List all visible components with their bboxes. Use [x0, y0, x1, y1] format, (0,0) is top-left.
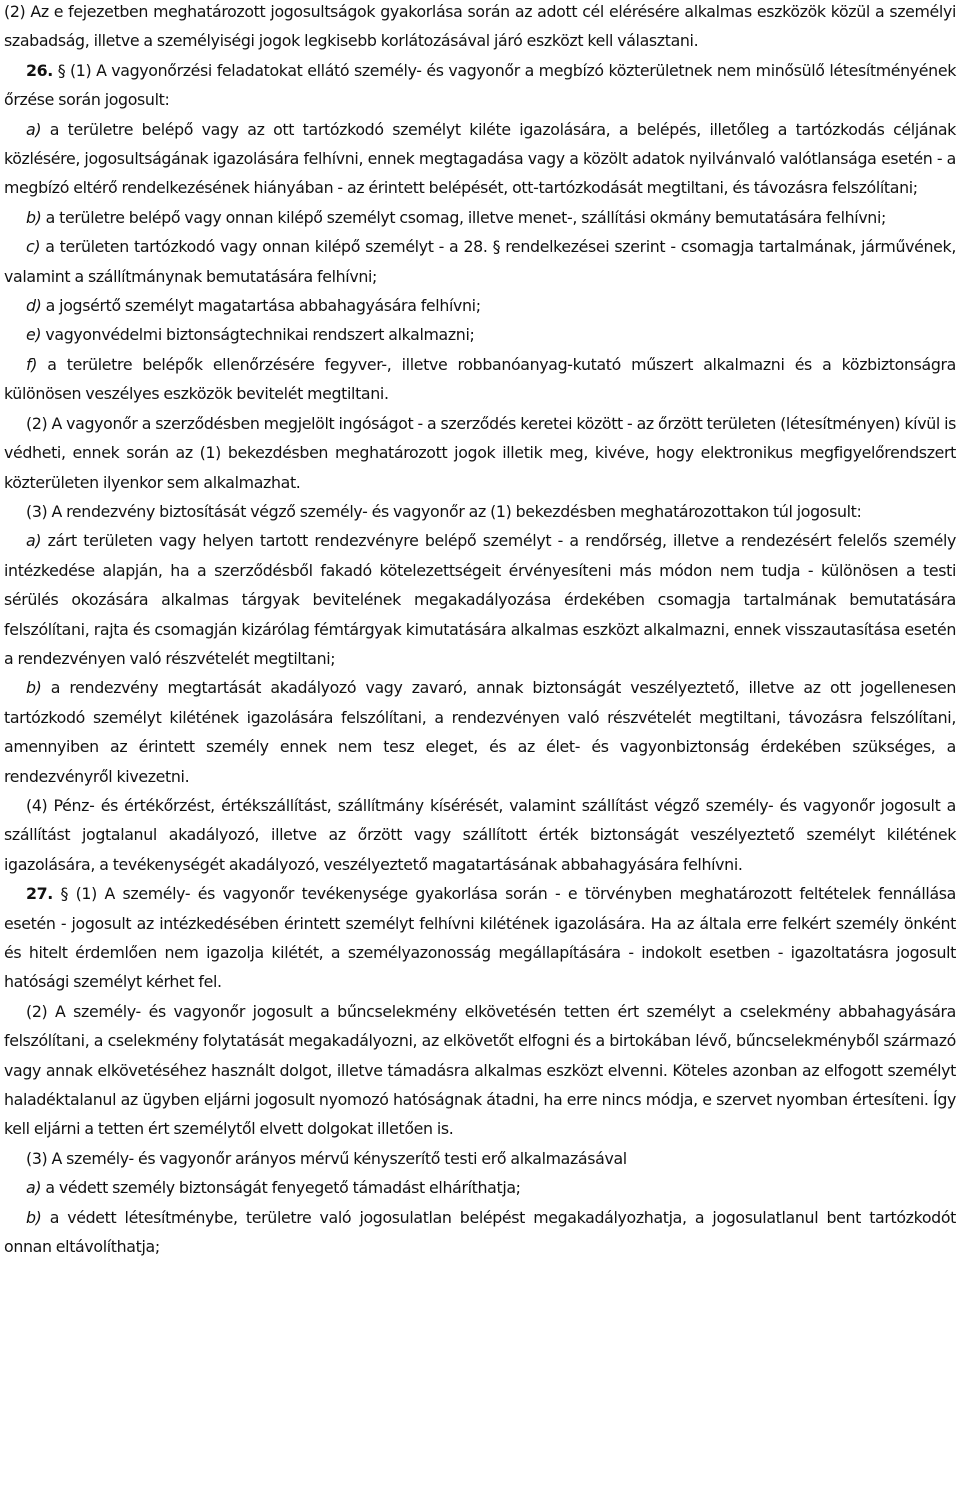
item-marker: b)	[26, 207, 42, 227]
item-text: a rendezvény megtartását akadályozó vagy zavaró, annak biztonságát veszélyeztető, illetve az ott jogellenesen tartózkodó személyt kilétének igazolására felszólítani, a rendezvényen való részvételét megtiltani, távozásra felszólítani, amennyiben az érintett személy ennek nem tesz eleget, és az élet- és vagyonbiztonság érdekében szükséges, a rendezvényről kivezetni.	[4, 678, 956, 786]
item-marker: d)	[26, 296, 42, 316]
section-27-paragraph-2	[4, 997, 956, 1144]
item-marker: e)	[26, 325, 42, 345]
section-26-paragraph-1	[4, 56, 956, 115]
paragraph-text: (2) A személy- és vagyonőr jogosult a bűncselekmény elkövetésén tetten ért személyt a cselekmény abbahagyására felszólítani, a cselekmény folytatását megakadályozni, az elkövetőt elfogni és a birtokában lévő, bűncselekményből származó vagy annak elkövetéséhez használt dolgot, illetve támadásra alkalmas eszközt elvenni. Köteles azonban az elfogott személyt haladéktalanul az ügyben eljárni jogosult nyomozó hatóságnak átadni, ha erre nincs módja, e szervet nyomban értesíteni. Így kell eljárni a tetten ért személytől elvett dolgokat illetően is.	[4, 1001, 956, 1139]
item-marker: f)	[26, 354, 38, 374]
list-item-f	[4, 350, 956, 409]
paragraph-text: (2) A vagyonőr a szerződésben megjelölt ingóságot - a szerződés keretei között - az őrzött területen (létesítményen) kívül is védheti, ennek során az (1) bekezdésben meghatározott jogok illetik meg, kivéve, hogy elektronikus megfigyelőrendszert közterületen ilyenkor sem alkalmazhat.	[4, 413, 956, 492]
paragraph-text: § (1) A személy- és vagyonőr tevékenysége gyakorlása során - e törvényben meghatározott feltételek fennállása esetén - jogosult az intézkedésében érintett személyt felhívni kilétének igazolására. Ha az általa erre felkért személy önként és hitelt érdemlően nem igazolja kilétét, a személyazonosság megállapítására - indokolt esetben - igazoltatásra jogosult hatósági személyt kérhet fel.	[4, 884, 956, 992]
list-item-a	[4, 526, 956, 673]
section-27-paragraph-1	[4, 879, 956, 997]
list-item-e	[4, 320, 956, 349]
paragraph-text: (4) Pénz- és értékőrzést, értékszállítást, szállítmány kísérését, valamint szállítást végző személy- és vagyonőr jogosult a szállítást jogtalanul akadályozó, illetve az őrzött vagy szállított érték biztonságát veszélyeztető személyt kilétének igazolására, a tevékenységét akadályozó, veszélyeztető magatartásának abbahagyására felhívni.	[4, 795, 956, 874]
item-marker: a)	[26, 1178, 42, 1198]
item-text: a jogsértő személyt magatartása abbahagyására felhívni;	[41, 296, 481, 316]
list-item-b	[4, 203, 956, 232]
item-text: a területre belépők ellenőrzésére fegyver-, illetve robbanóanyag-kutató műszert alkalmazni és a közbiztonságra különösen veszélyes eszközök bevitelét megtiltani.	[4, 354, 956, 404]
item-marker: a)	[26, 531, 42, 551]
item-text: a területen tartózkodó vagy onnan kilépő személyt - a 28. § rendelkezései szerint - csomagja tartalmának, járművének, valamint a szállítmánynak bemutatására felhívni;	[4, 237, 956, 286]
list-item-c	[4, 232, 956, 291]
list-item-a	[4, 115, 956, 203]
paragraph-text: (3) A személy- és vagyonőr arányos mérvű kényszerítő testi erő alkalmazásával	[26, 1148, 627, 1168]
section-number: 26.	[26, 60, 53, 80]
item-marker: c)	[26, 237, 41, 257]
section-number: 27.	[26, 884, 53, 904]
section-27-paragraph-3	[4, 1144, 956, 1173]
list-item-d	[4, 291, 956, 320]
section-26-paragraph-4	[4, 791, 956, 879]
item-text: vagyonvédelmi biztonságtechnikai rendszert alkalmazni;	[41, 325, 475, 345]
paragraph-text: (3) A rendezvény biztosítását végző személy- és vagyonőr az (1) bekezdésben meghatározottakon túl jogosult:	[26, 501, 862, 521]
list-item-a	[4, 1173, 956, 1202]
section-26-paragraph-3	[4, 497, 956, 526]
item-text: a területre belépő vagy onnan kilépő személyt csomag, illetve menet-, szállítási okmány bemutatására felhívni;	[41, 207, 886, 227]
item-marker: a)	[26, 119, 42, 139]
list-item-b	[4, 1203, 956, 1262]
item-text: a területre belépő vagy az ott tartózkodó személyt kiléte igazolására, a belépés, illetőleg a tartózkodás céljának közlésére, jogosultságának igazolására felhívni, ennek megtagadása vagy a közölt adatok nyilvánvaló valótlansága esetén - a megbízó eltérő rendelkezésének hiányában - az érintett belépését, ott-tartózkodását megtiltani, és távozásra felszólítani;	[4, 119, 956, 198]
item-marker: b)	[26, 678, 42, 698]
paragraph-text: § (1) A vagyonőrzési feladatokat ellátó személy- és vagyonőr a megbízó közterületnek nem minősülő létesítményének őrzése során jogosult:	[4, 60, 956, 110]
item-text: a védett személy biztonságát fenyegető támadást elháríthatja;	[41, 1178, 521, 1198]
list-item-b	[4, 673, 956, 791]
item-marker: b)	[26, 1207, 42, 1227]
paragraph-2-choice-of-means	[4, 0, 956, 56]
paragraph-text: (2) Az e fejezetben meghatározott jogosultságok gyakorlása során az adott cél elérésére alkalmas eszközök közül a személyi szabadság, illetve a személyiségi jogok legkisebb korlátozásával járó eszközt kell választani.	[4, 2, 956, 51]
item-text: a védett létesítménybe, területre való jogosulatlan belépést megakadályozhatja, a jogosulatlanul bent tartózkodót onnan eltávolíthatja;	[4, 1207, 956, 1257]
section-26-paragraph-2	[4, 409, 956, 497]
item-text: zárt területen vagy helyen tartott rendezvényre belépő személyt - a rendőrség, illetve a rendezésért felelős személy intézkedése alapján, ha a szerződésből fakadó kötelezettségeit érvényesíteni más módon nem tudja - különösen a testi sérülés okozására alkalmas tárgyak bevitelének megakadályozása érdekében csomagja tartalmának bemutatására felszólítani, rajta és csomagján kizárólag fémtárgyak kimutatására alkalmas eszközt alkalmazni, ennek visszautasítása esetén a rendezvényen való részvételét megtiltani;	[4, 531, 956, 668]
